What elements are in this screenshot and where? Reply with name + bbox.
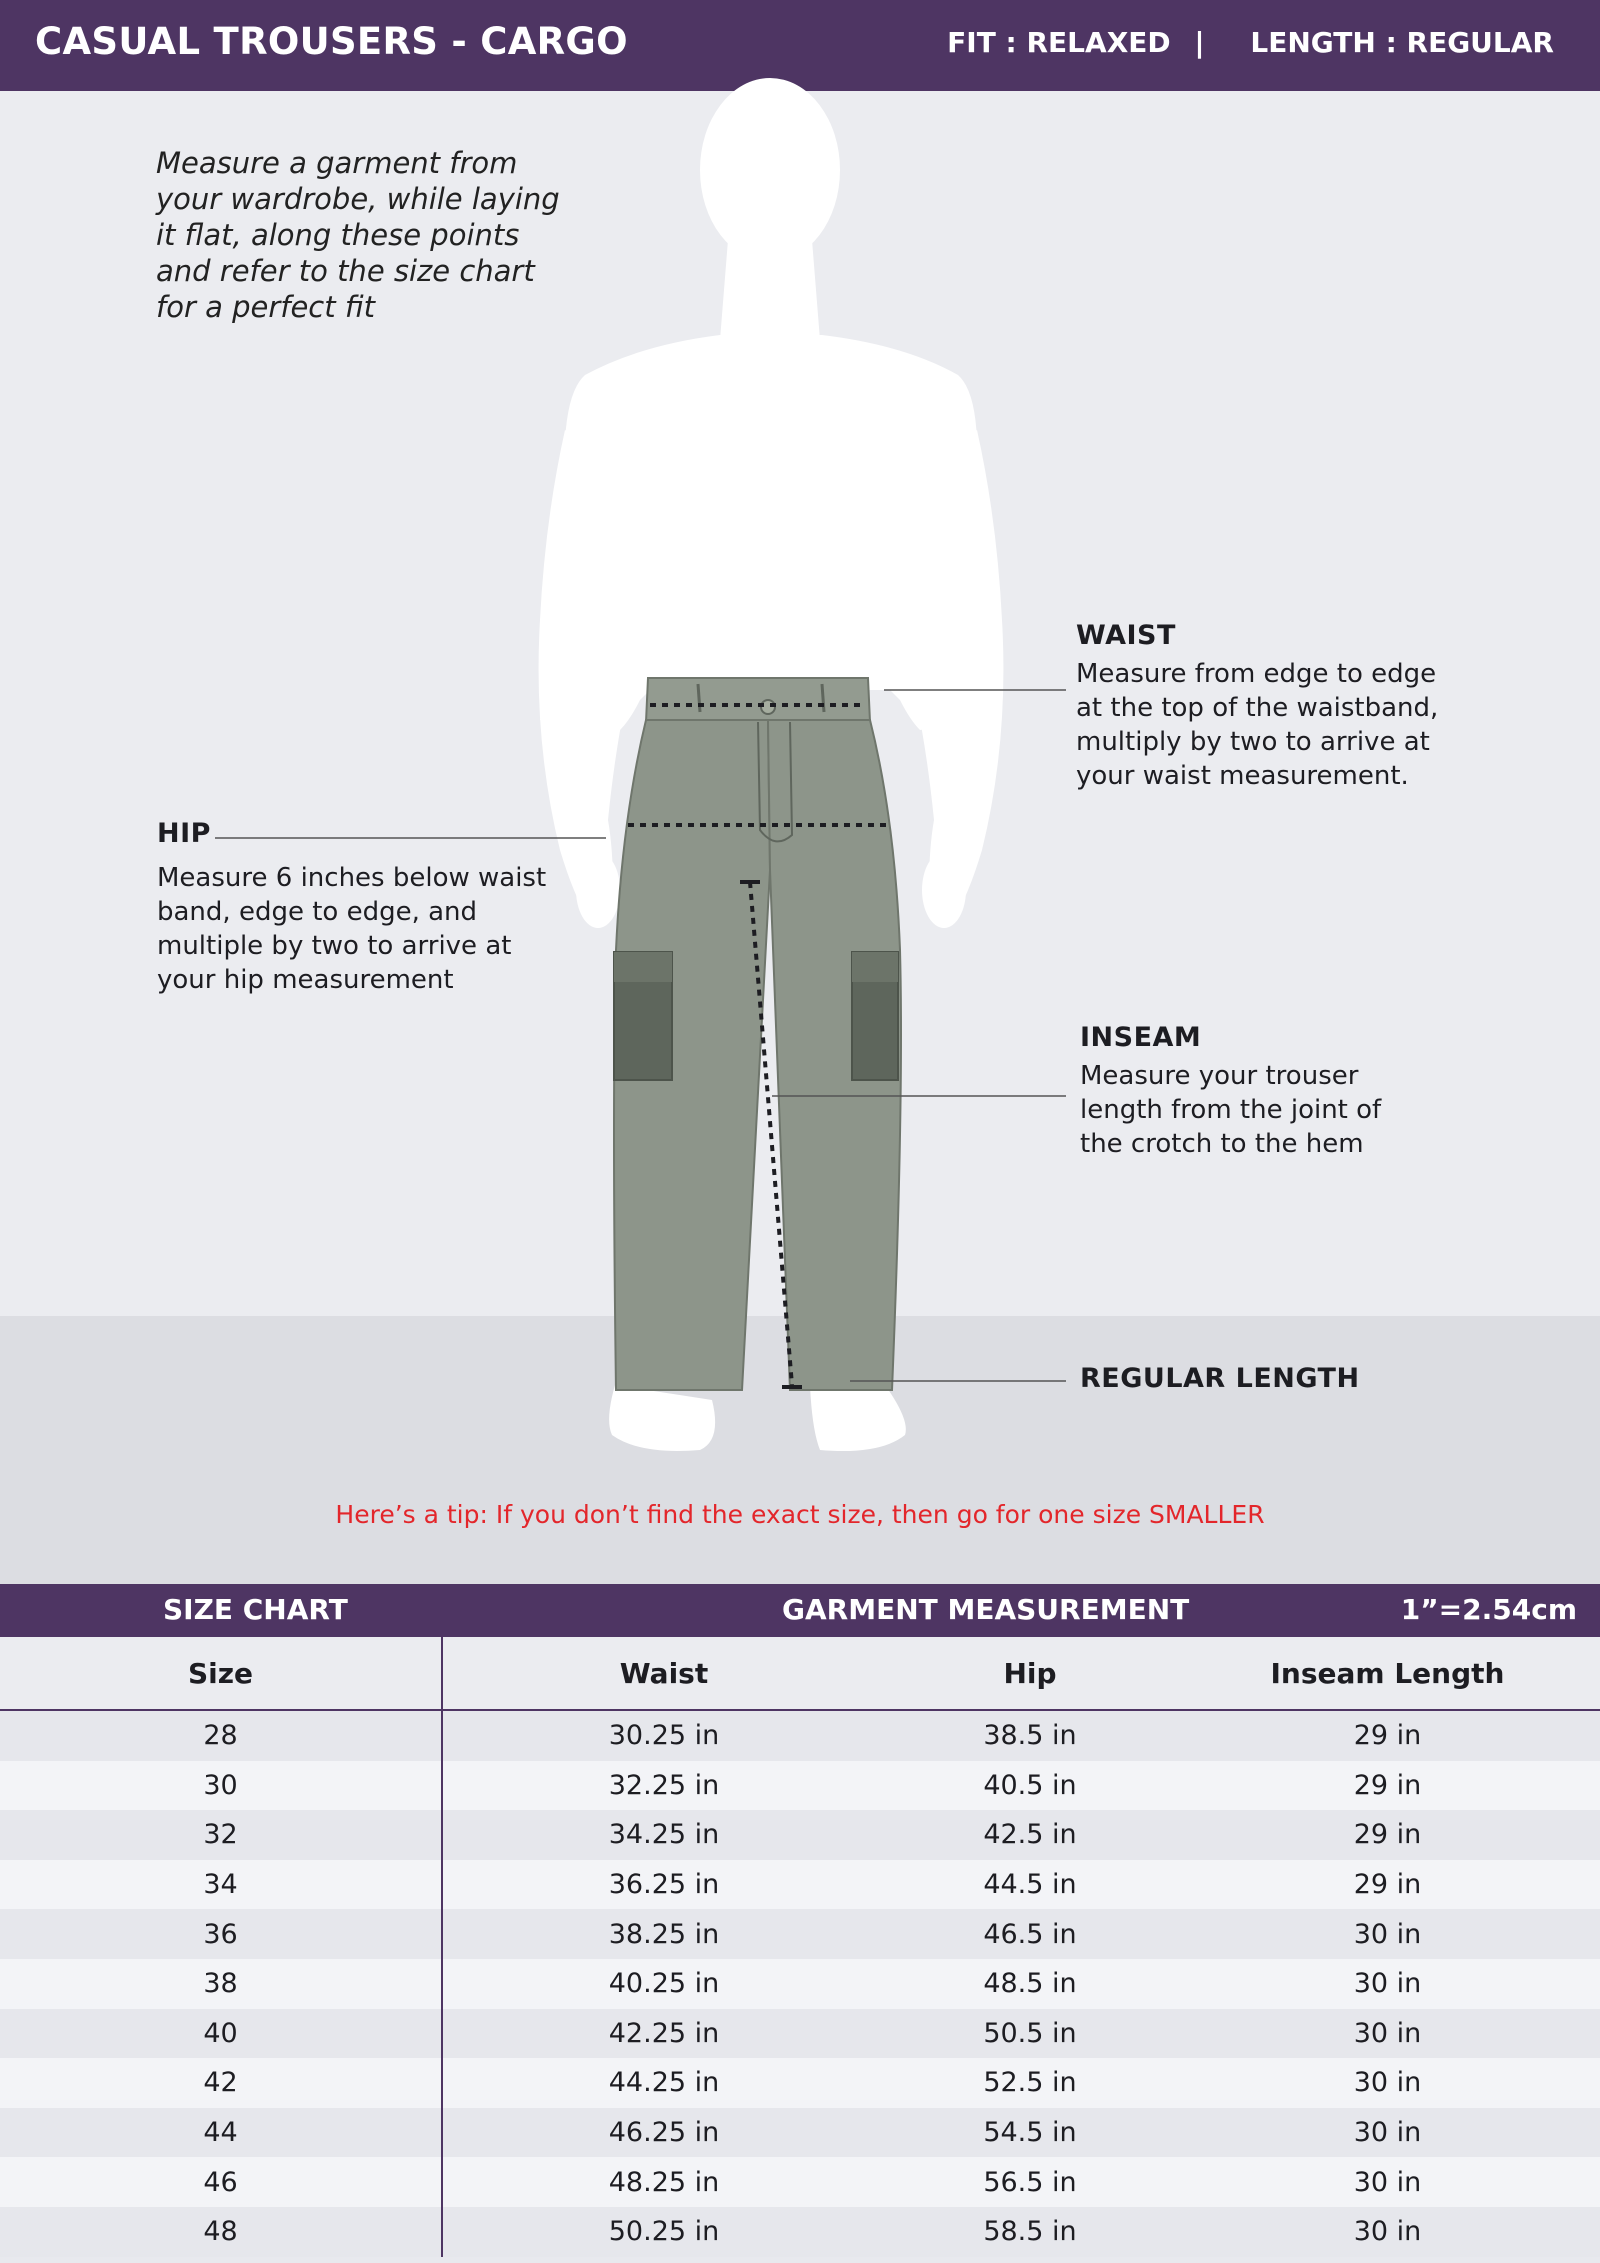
trousers [614,678,901,1390]
size-chart-label: SIZE CHART [163,1593,348,1626]
size-chart-table [0,1637,1600,2257]
cell-hip: 58.5 in [885,2207,1175,2257]
cell-hip: 48.5 in [885,1959,1175,2009]
cell-size: 44 [0,2108,442,2158]
table-row [0,1860,1600,1910]
column-header-size: Size [0,1637,442,1710]
meta-separator: | [1194,26,1205,59]
cell-size: 42 [0,2058,442,2108]
cell-waist: 40.25 in [442,1959,885,2009]
hip-description: Measure 6 inches below waist band, edge to edge, and multiple by two to arrive at your hip measurement [157,863,547,995]
cell-size: 48 [0,2207,442,2257]
cell-hip: 56.5 in [885,2157,1175,2207]
inseam-description: Measure your trouser length from the joint of the crotch to the hem [1080,1061,1382,1159]
cell-hip: 52.5 in [885,2058,1175,2108]
page-title: CASUAL TROUSERS - CARGO [35,20,628,63]
cell-size: 46 [0,2157,442,2207]
cell-waist: 30.25 in [442,1710,885,1761]
fit-label: FIT : RELAXED [947,26,1171,59]
cell-inseam: 29 in [1175,1810,1600,1860]
cell-inseam: 30 in [1175,2009,1600,2059]
cell-waist: 32.25 in [442,1761,885,1811]
cell-size: 30 [0,1761,442,1811]
cell-inseam: 30 in [1175,2058,1600,2108]
table-row [0,2009,1600,2059]
inseam-title: INSEAM [1080,1022,1202,1053]
table-row [0,1959,1600,2009]
cell-inseam: 30 in [1175,1959,1600,2009]
cell-inseam: 29 in [1175,1761,1600,1811]
size-chart-header [0,1584,1600,1637]
cell-inseam: 30 in [1175,2207,1600,2257]
column-header-hip: Hip [885,1637,1175,1710]
cell-hip: 42.5 in [885,1810,1175,1860]
cell-hip: 54.5 in [885,2108,1175,2158]
hip-title: HIP [157,818,211,849]
cell-waist: 44.25 in [442,2058,885,2108]
cell-waist: 34.25 in [442,1810,885,1860]
unit-conversion-label: 1”=2.54cm [1400,1593,1577,1626]
cell-waist: 38.25 in [442,1909,885,1959]
table-body [0,1710,1600,2257]
cell-hip: 38.5 in [885,1710,1175,1761]
table-header-row [0,1637,1600,1710]
column-header-waist: Waist [442,1637,885,1710]
length-label: LENGTH : REGULAR [1250,26,1554,59]
cell-hip: 44.5 in [885,1860,1175,1910]
cell-inseam: 30 in [1175,2157,1600,2207]
table-row [0,2207,1600,2257]
cell-inseam: 30 in [1175,1909,1600,1959]
table-row [0,1810,1600,1860]
cell-waist: 46.25 in [442,2108,885,2158]
regular-length-title: REGULAR LENGTH [1080,1363,1360,1394]
table-row [0,2157,1600,2207]
cell-size: 32 [0,1810,442,1860]
cell-hip: 40.5 in [885,1761,1175,1811]
cell-size: 34 [0,1860,442,1910]
cell-hip: 50.5 in [885,2009,1175,2059]
cell-inseam: 30 in [1175,2108,1600,2158]
table-row [0,1761,1600,1811]
cell-size: 38 [0,1959,442,2009]
column-header-inseam: Inseam Length [1175,1637,1600,1710]
cell-size: 36 [0,1909,442,1959]
table-row [0,1909,1600,1959]
waist-title: WAIST [1076,620,1176,651]
table-row [0,2058,1600,2108]
garment-measurement-label: GARMENT MEASUREMENT [782,1593,1190,1626]
cell-waist: 50.25 in [442,2207,885,2257]
table-row [0,2108,1600,2158]
cell-inseam: 29 in [1175,1860,1600,1910]
cell-hip: 46.5 in [885,1909,1175,1959]
table-row [0,1710,1600,1761]
cell-waist: 36.25 in [442,1860,885,1910]
waist-description: Measure from edge to edge at the top of the waistband, multiply by two to arrive at your waist measurement. [1076,659,1439,791]
cell-waist: 48.25 in [442,2157,885,2207]
cell-waist: 42.25 in [442,2009,885,2059]
cell-size: 28 [0,1710,442,1761]
sizing-tip: Here’s a tip: If you don’t find the exact size, then go for one size SMALLER [335,1500,1265,1529]
intro-text: Measure a garment from your wardrobe, while laying it flat, along these points and refer to the size chart for a perfect fit [156,146,560,324]
cell-size: 40 [0,2009,442,2059]
cell-inseam: 29 in [1175,1710,1600,1761]
